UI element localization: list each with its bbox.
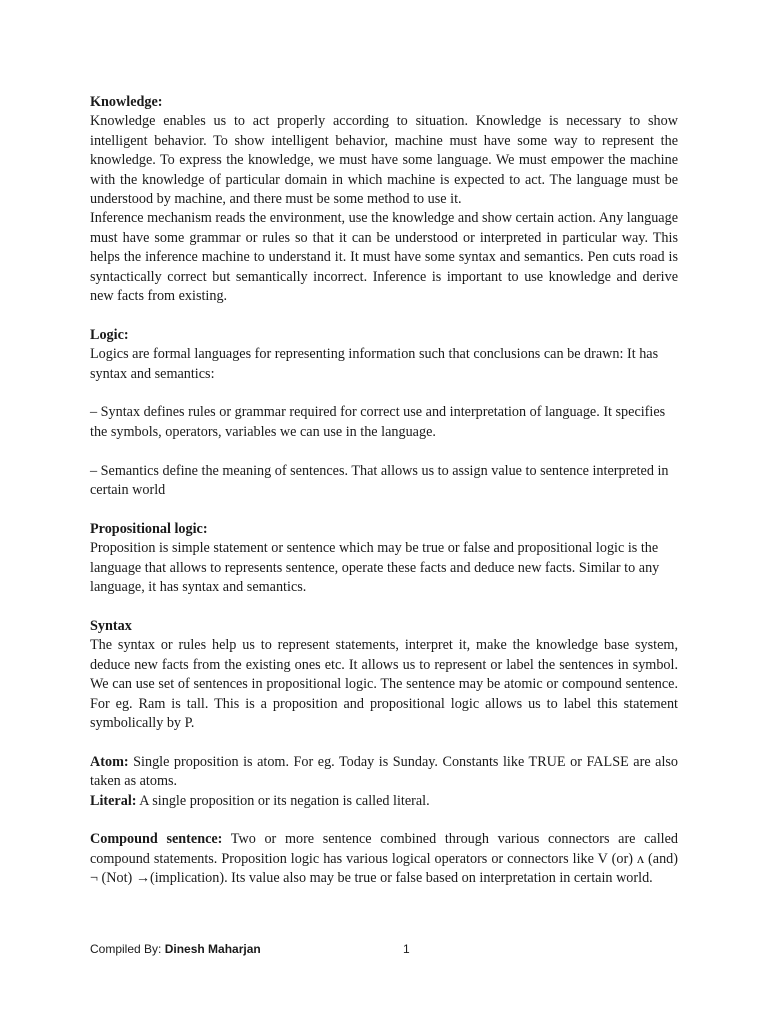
compiled-by-label: Compiled By: [90, 942, 165, 956]
literal-term: Literal: [90, 792, 137, 809]
page-number: 1 [403, 942, 410, 956]
page-footer [90, 942, 678, 956]
logic-paragraph: Logics are formal languages for representing information such that conclusions can be drawn: It has syntax and semantics: [90, 346, 659, 382]
knowledge-paragraph-2: Inference mechanism reads the environment, use the knowledge and show certain action. Any language must have some grammar or rules so that it can be understood or interpreted in particular way. This helps the inference machine to understand it. It must have some syntax and semantics. Pen cuts road is syntactically correct but semantically incorrect. Inference is important to use knowledge and derive new facts from existing. [90, 210, 678, 305]
literal-paragraph [90, 792, 678, 811]
semantics-definition: – Semantics define the meaning of sentences. That allows us to assign value to sentence interpreted in certain world [90, 462, 669, 499]
logic-heading: Logic: [90, 326, 129, 343]
atom-text: Single proposition is atom. For eg. Today is Sunday. Constants like TRUE or FALSE are also taken as atoms. [90, 753, 678, 790]
compound-sentence-paragraph [90, 830, 678, 888]
atom-term: Atom: [90, 753, 129, 770]
syntax-definition: – Syntax defines rules or grammar required for correct use and interpretation of language. It specifies the symbols, operators, variables we can use in the language. [90, 404, 666, 440]
knowledge-paragraph-1: Knowledge enables us to act properly according to situation. Knowledge is necessary to show intelligent behavior. To show intelligent behavior, machine must have some way to represent the knowledge. To express the knowledge, we must have some language. We must empower the machine with the knowledge of particular domain in which machine is expected to act. The language must be understood by machine, and there must be some method to use it. [90, 113, 678, 208]
syntax-paragraph: The syntax or rules help us to represent statements, interpret it, make the knowledge base system, deduce new facts from the existing ones etc. It allows us to represent or label the sentences in symbol. We can use set of sentences in propositional logic. The sentence may be atomic or compound sentence. For eg. Ram is tall. This is a proposition and propositional logic allows us to label this statement symbolically by P. [90, 637, 678, 731]
compound-sentence-term: Compound sentence: [90, 831, 223, 848]
knowledge-heading: Knowledge: [90, 94, 163, 110]
atom-paragraph [90, 753, 678, 792]
propositional-logic-heading: Propositional logic: [90, 520, 208, 537]
author-name: Dinesh Maharjan [164, 942, 261, 956]
compound-sentence-text: Two or more sentence combined through various connectors are called compound statements. Proposition logic has various logical operators or connectors like V (or) ᴧ (and) ¬ (Not) →(implication). Its value also may be true or false based on interpretation in certain world. [90, 831, 678, 887]
propositional-logic-paragraph: Proposition is simple statement or sentence which may be true or false and propositional logic is the language that allows to represents sentence, operate these facts and deduce new facts. Similar to any language, it has syntax and semantics. [90, 540, 660, 596]
document-body [90, 93, 678, 889]
syntax-heading: Syntax [90, 617, 132, 634]
literal-text: A single proposition or its negation is called literal. [136, 792, 430, 809]
